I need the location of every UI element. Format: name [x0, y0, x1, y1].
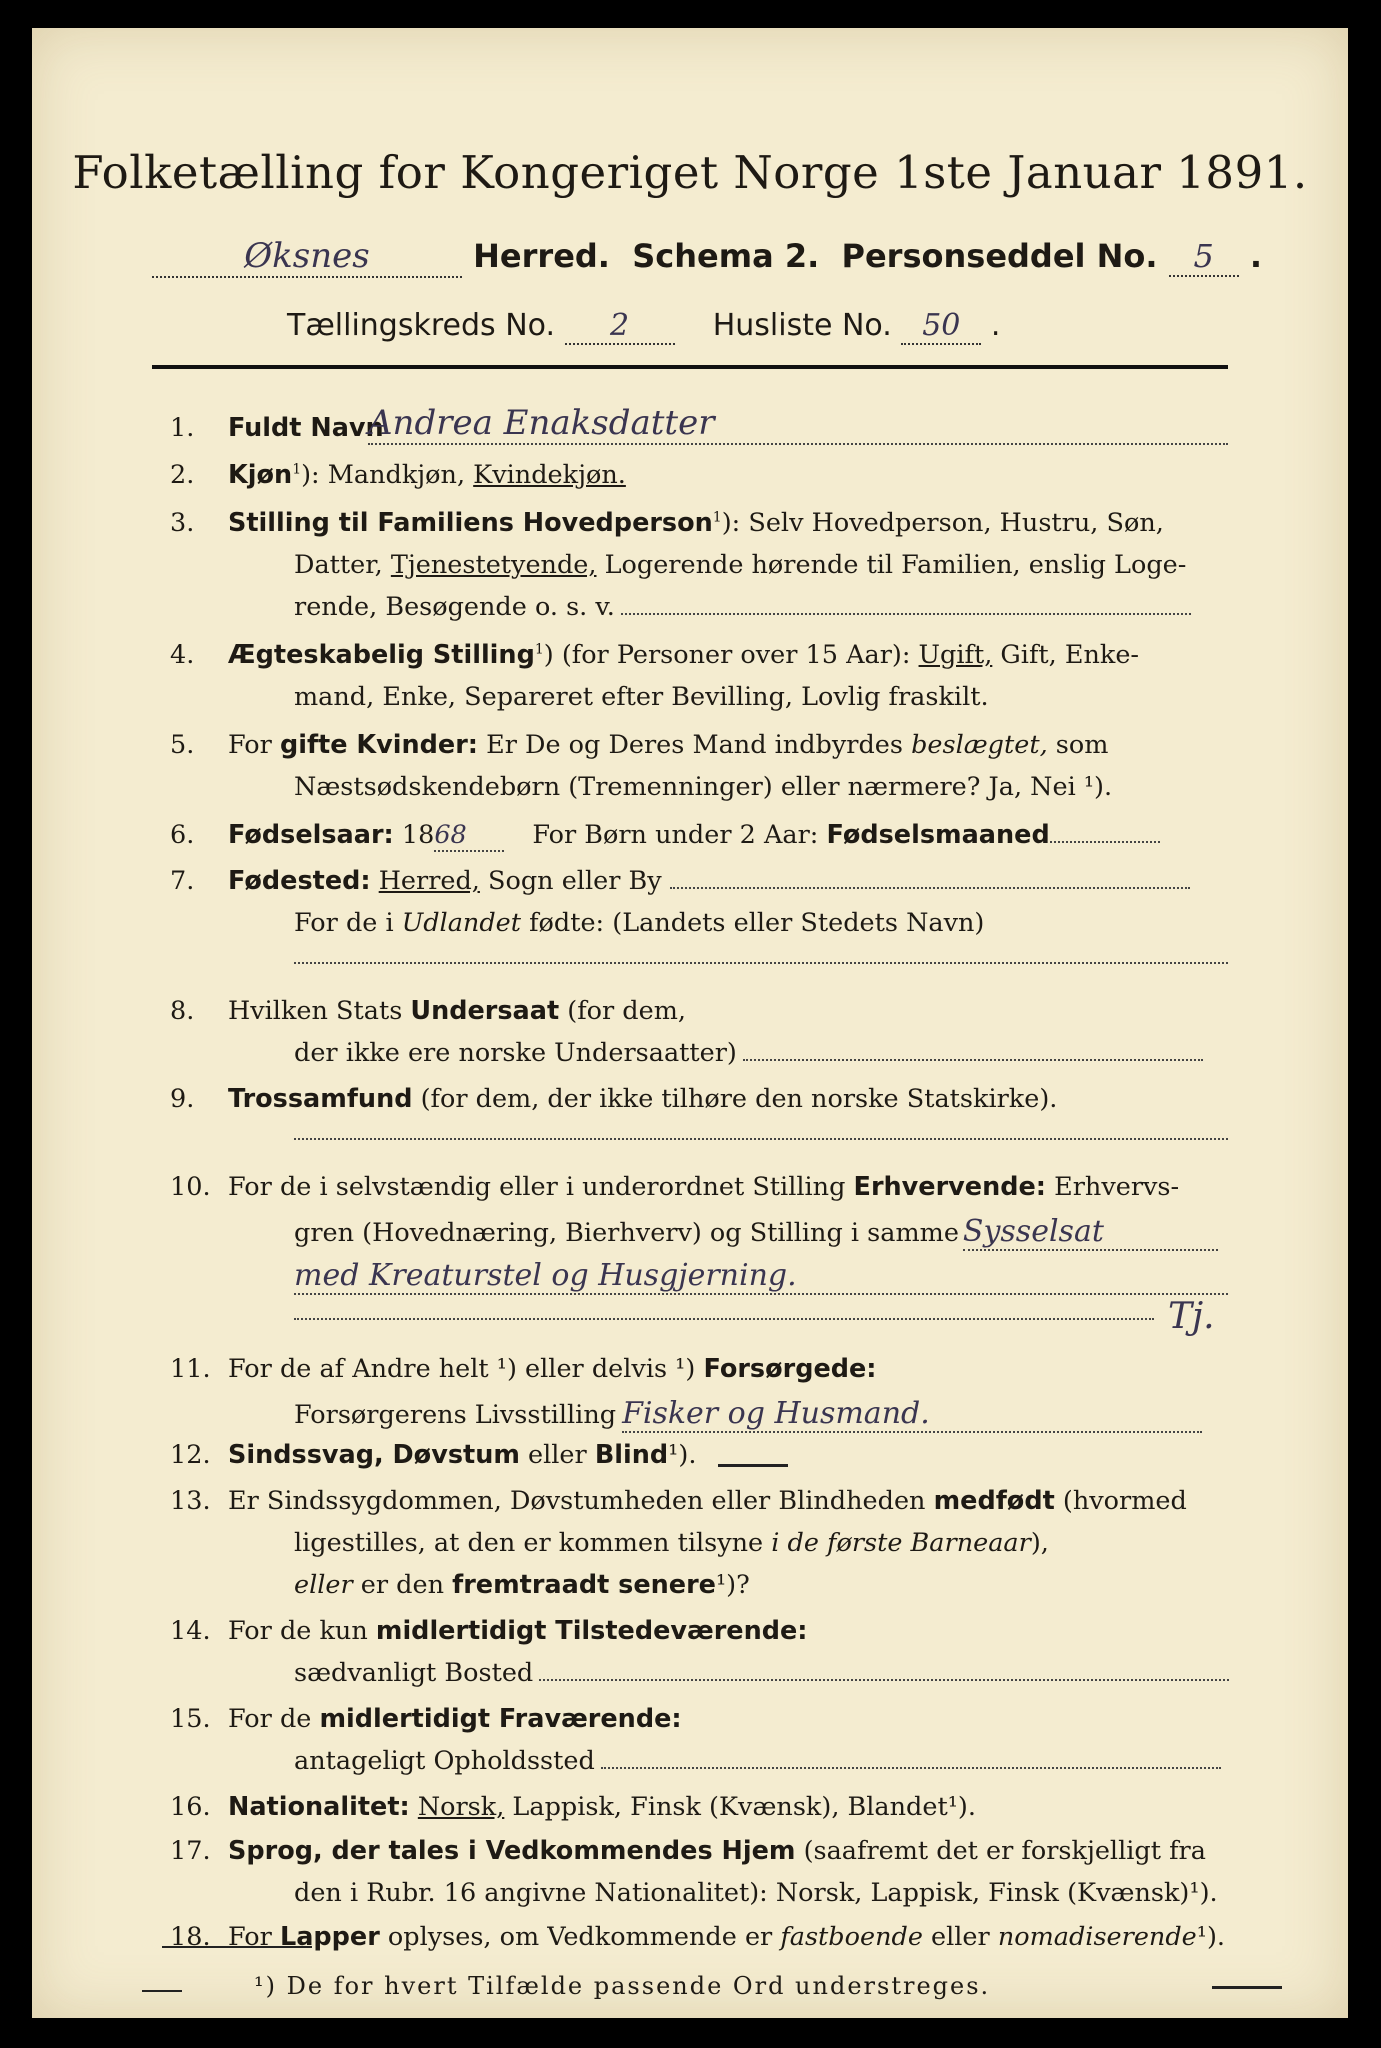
q14-leader [539, 1679, 1229, 1681]
q5-number: 5. [170, 730, 195, 760]
q8-post: (for dem, [559, 996, 687, 1026]
q3-sup: 1 [712, 509, 722, 526]
q5-line1-mid: Er De og Deres Mand indbyrdes [478, 730, 912, 760]
q6-number: 6. [170, 820, 195, 850]
q12-number: 12. [170, 1440, 211, 1470]
form-title: Folketælling for Kongeriget Norge 1ste Januar 1891. [72, 146, 1308, 199]
q4-line2: mand, Enke, Separeret efter Bevilling, Lovlig fraskilt. [294, 682, 989, 712]
q18-italic1: fastboende [780, 1922, 923, 1952]
q3-leader [621, 613, 1191, 615]
husliste-label: Husliste No. [712, 308, 892, 343]
q12-dash [718, 1464, 788, 1467]
footer-mark-left [142, 1990, 182, 1992]
header-rule [152, 365, 1228, 369]
q6-year-prefix: 18 [393, 820, 435, 850]
header-herred-line: Øksnes Herred. Schema 2. Personseddel No. 5 . [152, 236, 1252, 278]
q17-label: Sprog, der tales i Vedkommendes Hjem [228, 1836, 796, 1866]
q18-pre: For [228, 1922, 280, 1952]
q15-number: 15. [170, 1704, 211, 1734]
q13-line3-italic: eller [294, 1570, 353, 1600]
q7-post: Sogn eller By [479, 866, 662, 896]
q4-sup: 1 [534, 641, 544, 658]
q10-occupation-2: med Kreaturstel og Husgjerning. [294, 1258, 1228, 1295]
q1-name-value: Andrea Enaksdatter [368, 403, 1228, 445]
personseddel-label: Personseddel No. [841, 237, 1158, 275]
q9-blank-line [294, 1124, 1228, 1140]
q3-number: 3. [170, 508, 195, 538]
q2-sup: 1 [292, 461, 302, 478]
q16-label: Nationalitet: [228, 1792, 410, 1822]
q3-label: Stilling til Familiens Hovedperson [228, 508, 713, 538]
q16-selected: Norsk, [417, 1792, 505, 1822]
q14-pre: For de kun [228, 1616, 376, 1646]
q12-label: Sindssvag, Døvstum [228, 1440, 520, 1470]
q12-mid: eller [519, 1440, 595, 1470]
q6-year-value: 68 [434, 820, 504, 852]
q16-number: 16. [170, 1792, 211, 1822]
q14-label: midlertidigt Tilstedeværende: [375, 1616, 808, 1646]
q1-number: 1. [170, 413, 195, 443]
q18-number: 18. [170, 1922, 211, 1952]
q4-selected: Ugift, [918, 640, 993, 670]
q10-line2: gren (Hovednæring, Bierhverv) og Stilling i samme [294, 1218, 959, 1248]
q2-number: 2. [170, 460, 195, 490]
q10-number: 10. [170, 1172, 211, 1202]
q2-selected: Kvindekjøn. [473, 460, 626, 490]
q5-line1-post: som [1047, 730, 1109, 760]
q5-pre: For [228, 730, 280, 760]
q13-label2: fremtraadt senere [452, 1570, 716, 1600]
q12-label2: Blind [594, 1440, 669, 1470]
q8-line2: der ikke ere norske Undersaatter) [294, 1038, 737, 1068]
q5-line1-italic: beslægtet, [911, 730, 1048, 760]
q3-line2-post: Logerende hørende til Familien, enslig Loge- [596, 550, 1187, 580]
herred-value: Øksnes [152, 236, 462, 278]
personseddel-value: 5 [1169, 237, 1239, 277]
q9-number: 9. [170, 1084, 195, 1114]
q11-line2: Forsørgerens Livsstilling [294, 1400, 617, 1430]
q18-mid: oplyses, om Vedkommende er [379, 1922, 781, 1952]
q10-blank-line [294, 1304, 1154, 1320]
q11-number: 11. [170, 1354, 211, 1384]
q10-line1-pre: For de i selvstændig eller i underordnet Stilling [228, 1172, 854, 1202]
q13-line2-italic: i de første Barneaar [771, 1528, 1031, 1558]
q13-line1-post: (hvormed [1054, 1486, 1187, 1516]
census-form [32, 28, 1348, 2018]
q7-selected: Herred, [378, 866, 480, 896]
q13-line2-post: ), [1030, 1528, 1049, 1558]
q14-number: 14. [170, 1616, 211, 1646]
q10-annotation: Tj. [1168, 1296, 1215, 1337]
q7-leader [670, 887, 1190, 889]
q14-line2: sædvanligt Bosted [294, 1658, 534, 1688]
q11-label: Forsørgede: [703, 1354, 877, 1384]
q10-label: Erhvervende: [853, 1172, 1046, 1202]
q13-label: medfødt [933, 1486, 1055, 1516]
husliste-value: 50 [901, 308, 981, 345]
q8-number: 8. [170, 996, 195, 1026]
q6-label: Fødselsaar: [228, 820, 394, 850]
q8-leader [743, 1059, 1203, 1061]
q9-label: Trossamfund [228, 1084, 413, 1114]
q8-label: Undersaat [410, 996, 560, 1026]
q15-leader [601, 1767, 1221, 1769]
q5-label: gifte Kvinder: [279, 730, 479, 760]
q18-post: ¹). [1196, 1922, 1226, 1952]
q15-pre: For de [228, 1704, 320, 1734]
q18-mid2: eller [922, 1922, 998, 1952]
q7-line2-italic: Udlandet [401, 908, 521, 938]
q4-line1-pre: ) (for Personer over 15 Aar): [543, 640, 919, 670]
q6-mid: For Børn under 2 Aar: [532, 820, 827, 850]
q15-line2: antageligt Opholdssted [294, 1746, 595, 1776]
footer-mark-right [1212, 1986, 1282, 1989]
q16-post: Lappisk, Finsk (Kvænsk), Blandet¹). [504, 1792, 976, 1822]
q6-leader [1050, 841, 1160, 843]
taellingskreds-label: Tællingskreds No. [287, 308, 555, 343]
q17-number: 17. [170, 1836, 211, 1866]
q5-line2: Næstsødskendebørn (Tremenninger) eller nærmere? Ja, Nei ¹). [294, 772, 1113, 802]
q10-line1-post: Erhvervs- [1046, 1172, 1180, 1202]
footnote: ¹) De for hvert Tilfælde passende Ord understreges. [254, 1972, 991, 2000]
q15-label: midlertidigt Fraværende: [319, 1704, 682, 1734]
q13-number: 13. [170, 1486, 211, 1516]
q12-post: ¹). [668, 1440, 697, 1470]
q3-line3: rende, Besøgende o. s. v. [294, 592, 615, 622]
footnote-rule [162, 1946, 312, 1948]
schema-label: Schema 2. [632, 237, 820, 275]
herred-label: Herred. [473, 237, 610, 275]
q7-line2-post: fødte: (Landets eller Stedets Navn) [521, 908, 985, 938]
q4-line1-post: Gift, Enke- [992, 640, 1140, 670]
q7-line2-pre: For de i [294, 908, 402, 938]
q13-line1-pre: Er Sindssygdommen, Døvstumheden eller Blindheden [228, 1486, 934, 1516]
q3-line1: ): Selv Hovedperson, Hustru, Søn, [721, 508, 1164, 538]
q18-label: Lapper [279, 1922, 380, 1952]
q4-number: 4. [170, 640, 195, 670]
q7-blank-line [294, 948, 1228, 964]
q11-provider-value: Fisker og Husmand. [622, 1396, 1202, 1433]
q11-line1-pre: For de af Andre helt ¹) eller delvis ¹) [228, 1354, 704, 1384]
q7-number: 7. [170, 866, 195, 896]
q2-label: Kjøn [228, 460, 293, 490]
q3-selected: Tjenestetyende, [390, 550, 597, 580]
q10-occupation-1: Sysselsat [963, 1214, 1218, 1251]
q13-line2-pre: ligestilles, at den er kommen tilsyne [294, 1528, 772, 1558]
q13-line3-mid: er den [352, 1570, 453, 1600]
q17-line2: den i Rubr. 16 angivne Nationalitet): Norsk, Lappisk, Finsk (Kvænsk)¹). [294, 1878, 1218, 1908]
q17-line1-post: (saafremt det er forskjelligt fra [795, 1836, 1206, 1866]
q9-post: (for dem, der ikke tilhøre den norske Statskirke). [412, 1084, 1058, 1114]
header-kreds-line: Tællingskreds No. 2 Husliste No. 50 . [287, 308, 1001, 343]
q6-label2: Fødselsmaaned [826, 820, 1050, 850]
taellingskreds-value: 2 [565, 308, 675, 345]
q1-label: Fuldt Navn [228, 413, 384, 443]
q2-text: ): Mandkjøn, [301, 460, 474, 490]
q13-line3-post: ¹)? [715, 1570, 750, 1600]
q7-label: Fødested: [228, 866, 371, 896]
q3-line2-pre: Datter, [294, 550, 391, 580]
q4-label: Ægteskabelig Stilling [228, 640, 535, 670]
q18-italic2: nomadiserende [997, 1922, 1197, 1952]
q8-pre: Hvilken Stats [228, 996, 411, 1026]
